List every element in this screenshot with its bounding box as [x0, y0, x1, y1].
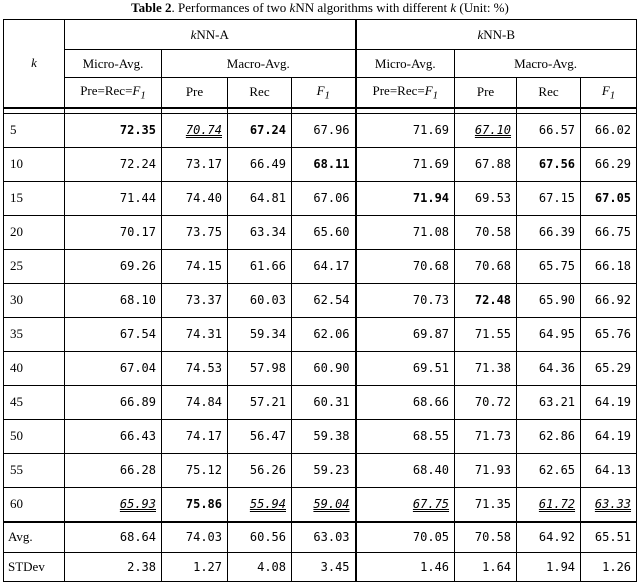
- caption-k-2: k: [450, 0, 457, 15]
- summary-value: 1.26: [581, 552, 637, 581]
- cell-value: 73.75: [162, 215, 228, 249]
- cell-value: 67.04: [65, 351, 162, 385]
- cell-value: 64.19: [581, 385, 637, 419]
- cell-value: 68.11: [292, 147, 356, 181]
- cell-value: 74.17: [162, 419, 228, 453]
- cell-value: 71.55: [455, 317, 517, 351]
- caption-label: Table 2: [131, 0, 172, 15]
- header-a-rec: Rec: [228, 78, 292, 108]
- cell-value: 67.54: [65, 317, 162, 351]
- cell-value: 72.35: [65, 113, 162, 147]
- cell-value: 67.56: [517, 147, 581, 181]
- summary-value: 1.94: [517, 552, 581, 581]
- cell-value: 60.31: [292, 385, 356, 419]
- header-a-f1: $F_1$: [292, 78, 356, 108]
- cell-value: 57.21: [228, 385, 292, 419]
- summary-value: 64.92: [517, 522, 581, 553]
- cell-value: 70.58: [455, 215, 517, 249]
- row-k-value: 35: [4, 317, 65, 351]
- cell-value: 75.12: [162, 453, 228, 487]
- cell-value: 55.94: [228, 487, 292, 522]
- summary-value: 68.64: [65, 522, 162, 553]
- table-row: [4, 147, 637, 181]
- cell-value: 69.51: [356, 351, 455, 385]
- cell-value: 62.86: [517, 419, 581, 453]
- cell-value: 71.08: [356, 215, 455, 249]
- stdev-row: [4, 552, 637, 581]
- table-row: [4, 181, 637, 215]
- row-k-value: 40: [4, 351, 65, 385]
- cell-value: 62.54: [292, 283, 356, 317]
- cell-value: 57.98: [228, 351, 292, 385]
- summary-value: 60.56: [228, 522, 292, 553]
- header-b-rec: Rec: [517, 78, 581, 108]
- header-b-macro: Macro-Avg.: [455, 50, 637, 78]
- cell-value: 73.17: [162, 147, 228, 181]
- table-caption: [0, 0, 640, 18]
- cell-value: 72.48: [455, 283, 517, 317]
- cell-value: 66.92: [581, 283, 637, 317]
- cell-value: 72.24: [65, 147, 162, 181]
- avg-row: [4, 522, 637, 553]
- cell-value: 65.93: [65, 487, 162, 522]
- cell-value: 68.66: [356, 385, 455, 419]
- header-a-pre: Pre: [162, 78, 228, 108]
- cell-value: 69.87: [356, 317, 455, 351]
- header-b-f1: $F_1$: [581, 78, 637, 108]
- cell-value: 65.90: [517, 283, 581, 317]
- summary-value: 70.58: [455, 522, 517, 553]
- cell-value: 74.84: [162, 385, 228, 419]
- cell-value: 56.26: [228, 453, 292, 487]
- cell-value: 70.72: [455, 385, 517, 419]
- caption-text-2: NN algorithms with different: [295, 0, 451, 15]
- row-k-value: 15: [4, 181, 65, 215]
- cell-value: 60.90: [292, 351, 356, 385]
- cell-value: 70.68: [356, 249, 455, 283]
- summary-label: STDev: [4, 552, 65, 581]
- header-a-prerecf: $Pre=Rec=F_1$: [65, 78, 162, 108]
- cell-value: 71.69: [356, 147, 455, 181]
- cell-value: 59.23: [292, 453, 356, 487]
- cell-value: 67.88: [455, 147, 517, 181]
- cell-value: 73.37: [162, 283, 228, 317]
- cell-value: 71.69: [356, 113, 455, 147]
- summary-value: 1.46: [356, 552, 455, 581]
- row-k-value: 55: [4, 453, 65, 487]
- cell-value: 66.89: [65, 385, 162, 419]
- cell-value: 65.75: [517, 249, 581, 283]
- table-row: [4, 419, 637, 453]
- cell-value: 67.15: [517, 181, 581, 215]
- summary-value: 70.05: [356, 522, 455, 553]
- summary-value: 74.03: [162, 522, 228, 553]
- cell-value: 71.35: [455, 487, 517, 522]
- cell-value: 71.94: [356, 181, 455, 215]
- row-k-value: 50: [4, 419, 65, 453]
- cell-value: 66.43: [65, 419, 162, 453]
- table-row: [4, 351, 637, 385]
- cell-value: 65.60: [292, 215, 356, 249]
- caption-k-1: k: [289, 0, 296, 15]
- header-b-micro: Micro-Avg.: [356, 50, 455, 78]
- cell-value: 67.05: [581, 181, 637, 215]
- table-row: [4, 385, 637, 419]
- cell-value: 74.31: [162, 317, 228, 351]
- cell-value: 66.18: [581, 249, 637, 283]
- row-k-value: 30: [4, 283, 65, 317]
- cell-value: 64.81: [228, 181, 292, 215]
- cell-value: 62.06: [292, 317, 356, 351]
- cell-value: 71.38: [455, 351, 517, 385]
- table-row: [4, 317, 637, 351]
- cell-value: 64.95: [517, 317, 581, 351]
- cell-value: 66.57: [517, 113, 581, 147]
- performance-table: [3, 19, 637, 582]
- cell-value: 65.29: [581, 351, 637, 385]
- cell-value: 65.76: [581, 317, 637, 351]
- cell-value: 66.02: [581, 113, 637, 147]
- row-k-value: 20: [4, 215, 65, 249]
- cell-value: 74.15: [162, 249, 228, 283]
- table-row: [4, 453, 637, 487]
- cell-value: 63.21: [517, 385, 581, 419]
- cell-value: 66.75: [581, 215, 637, 249]
- cell-value: 70.17: [65, 215, 162, 249]
- cell-value: 71.73: [455, 419, 517, 453]
- caption-text-3: (Unit: %): [456, 0, 509, 15]
- cell-value: 71.44: [65, 181, 162, 215]
- cell-value: 66.49: [228, 147, 292, 181]
- cell-value: 70.68: [455, 249, 517, 283]
- cell-value: 59.38: [292, 419, 356, 453]
- summary-value: 63.03: [292, 522, 356, 553]
- cell-value: 70.73: [356, 283, 455, 317]
- cell-value: 68.55: [356, 419, 455, 453]
- cell-value: 61.72: [517, 487, 581, 522]
- cell-value: 66.29: [581, 147, 637, 181]
- table-row: [4, 215, 637, 249]
- cell-value: 62.65: [517, 453, 581, 487]
- cell-value: 68.10: [65, 283, 162, 317]
- cell-value: 67.06: [292, 181, 356, 215]
- cell-value: 64.13: [581, 453, 637, 487]
- header-b-prerecf: $Pre=Rec=F_1$: [356, 78, 455, 108]
- table-row: [4, 283, 637, 317]
- cell-value: 66.28: [65, 453, 162, 487]
- row-k-value: 45: [4, 385, 65, 419]
- header-knn-a: kNN-A: [65, 20, 356, 50]
- caption-text-1: . Performances of two: [171, 0, 290, 15]
- cell-value: 63.34: [228, 215, 292, 249]
- summary-value: 3.45: [292, 552, 356, 581]
- summary-value: 65.51: [581, 522, 637, 553]
- cell-value: 68.40: [356, 453, 455, 487]
- cell-value: 74.53: [162, 351, 228, 385]
- cell-value: 64.17: [292, 249, 356, 283]
- cell-value: 75.86: [162, 487, 228, 522]
- summary-value: 1.64: [455, 552, 517, 581]
- cell-value: 56.47: [228, 419, 292, 453]
- cell-value: 67.10: [455, 113, 517, 147]
- header-b-pre: Pre: [455, 78, 517, 108]
- cell-value: 67.24: [228, 113, 292, 147]
- cell-value: 61.66: [228, 249, 292, 283]
- row-k-value: 10: [4, 147, 65, 181]
- cell-value: 70.74: [162, 113, 228, 147]
- cell-value: 69.26: [65, 249, 162, 283]
- cell-value: 64.36: [517, 351, 581, 385]
- header-knn-b: kNN-B: [356, 20, 637, 50]
- row-k-value: 60: [4, 487, 65, 522]
- row-k-value: 25: [4, 249, 65, 283]
- cell-value: 67.75: [356, 487, 455, 522]
- header-a-micro: Micro-Avg.: [65, 50, 162, 78]
- header-k: k: [4, 20, 65, 108]
- cell-value: 64.19: [581, 419, 637, 453]
- cell-value: 69.53: [455, 181, 517, 215]
- header-a-macro: Macro-Avg.: [162, 50, 356, 78]
- row-k-value: 5: [4, 113, 65, 147]
- cell-value: 60.03: [228, 283, 292, 317]
- cell-value: 66.39: [517, 215, 581, 249]
- summary-value: 4.08: [228, 552, 292, 581]
- cell-value: 59.34: [228, 317, 292, 351]
- cell-value: 63.33: [581, 487, 637, 522]
- summary-label: Avg.: [4, 522, 65, 553]
- cell-value: 71.93: [455, 453, 517, 487]
- cell-value: 67.96: [292, 113, 356, 147]
- table-row: [4, 249, 637, 283]
- table-row: [4, 113, 637, 147]
- summary-value: 2.38: [65, 552, 162, 581]
- cell-value: 59.04: [292, 487, 356, 522]
- cell-value: 74.40: [162, 181, 228, 215]
- table-row: [4, 487, 637, 522]
- summary-value: 1.27: [162, 552, 228, 581]
